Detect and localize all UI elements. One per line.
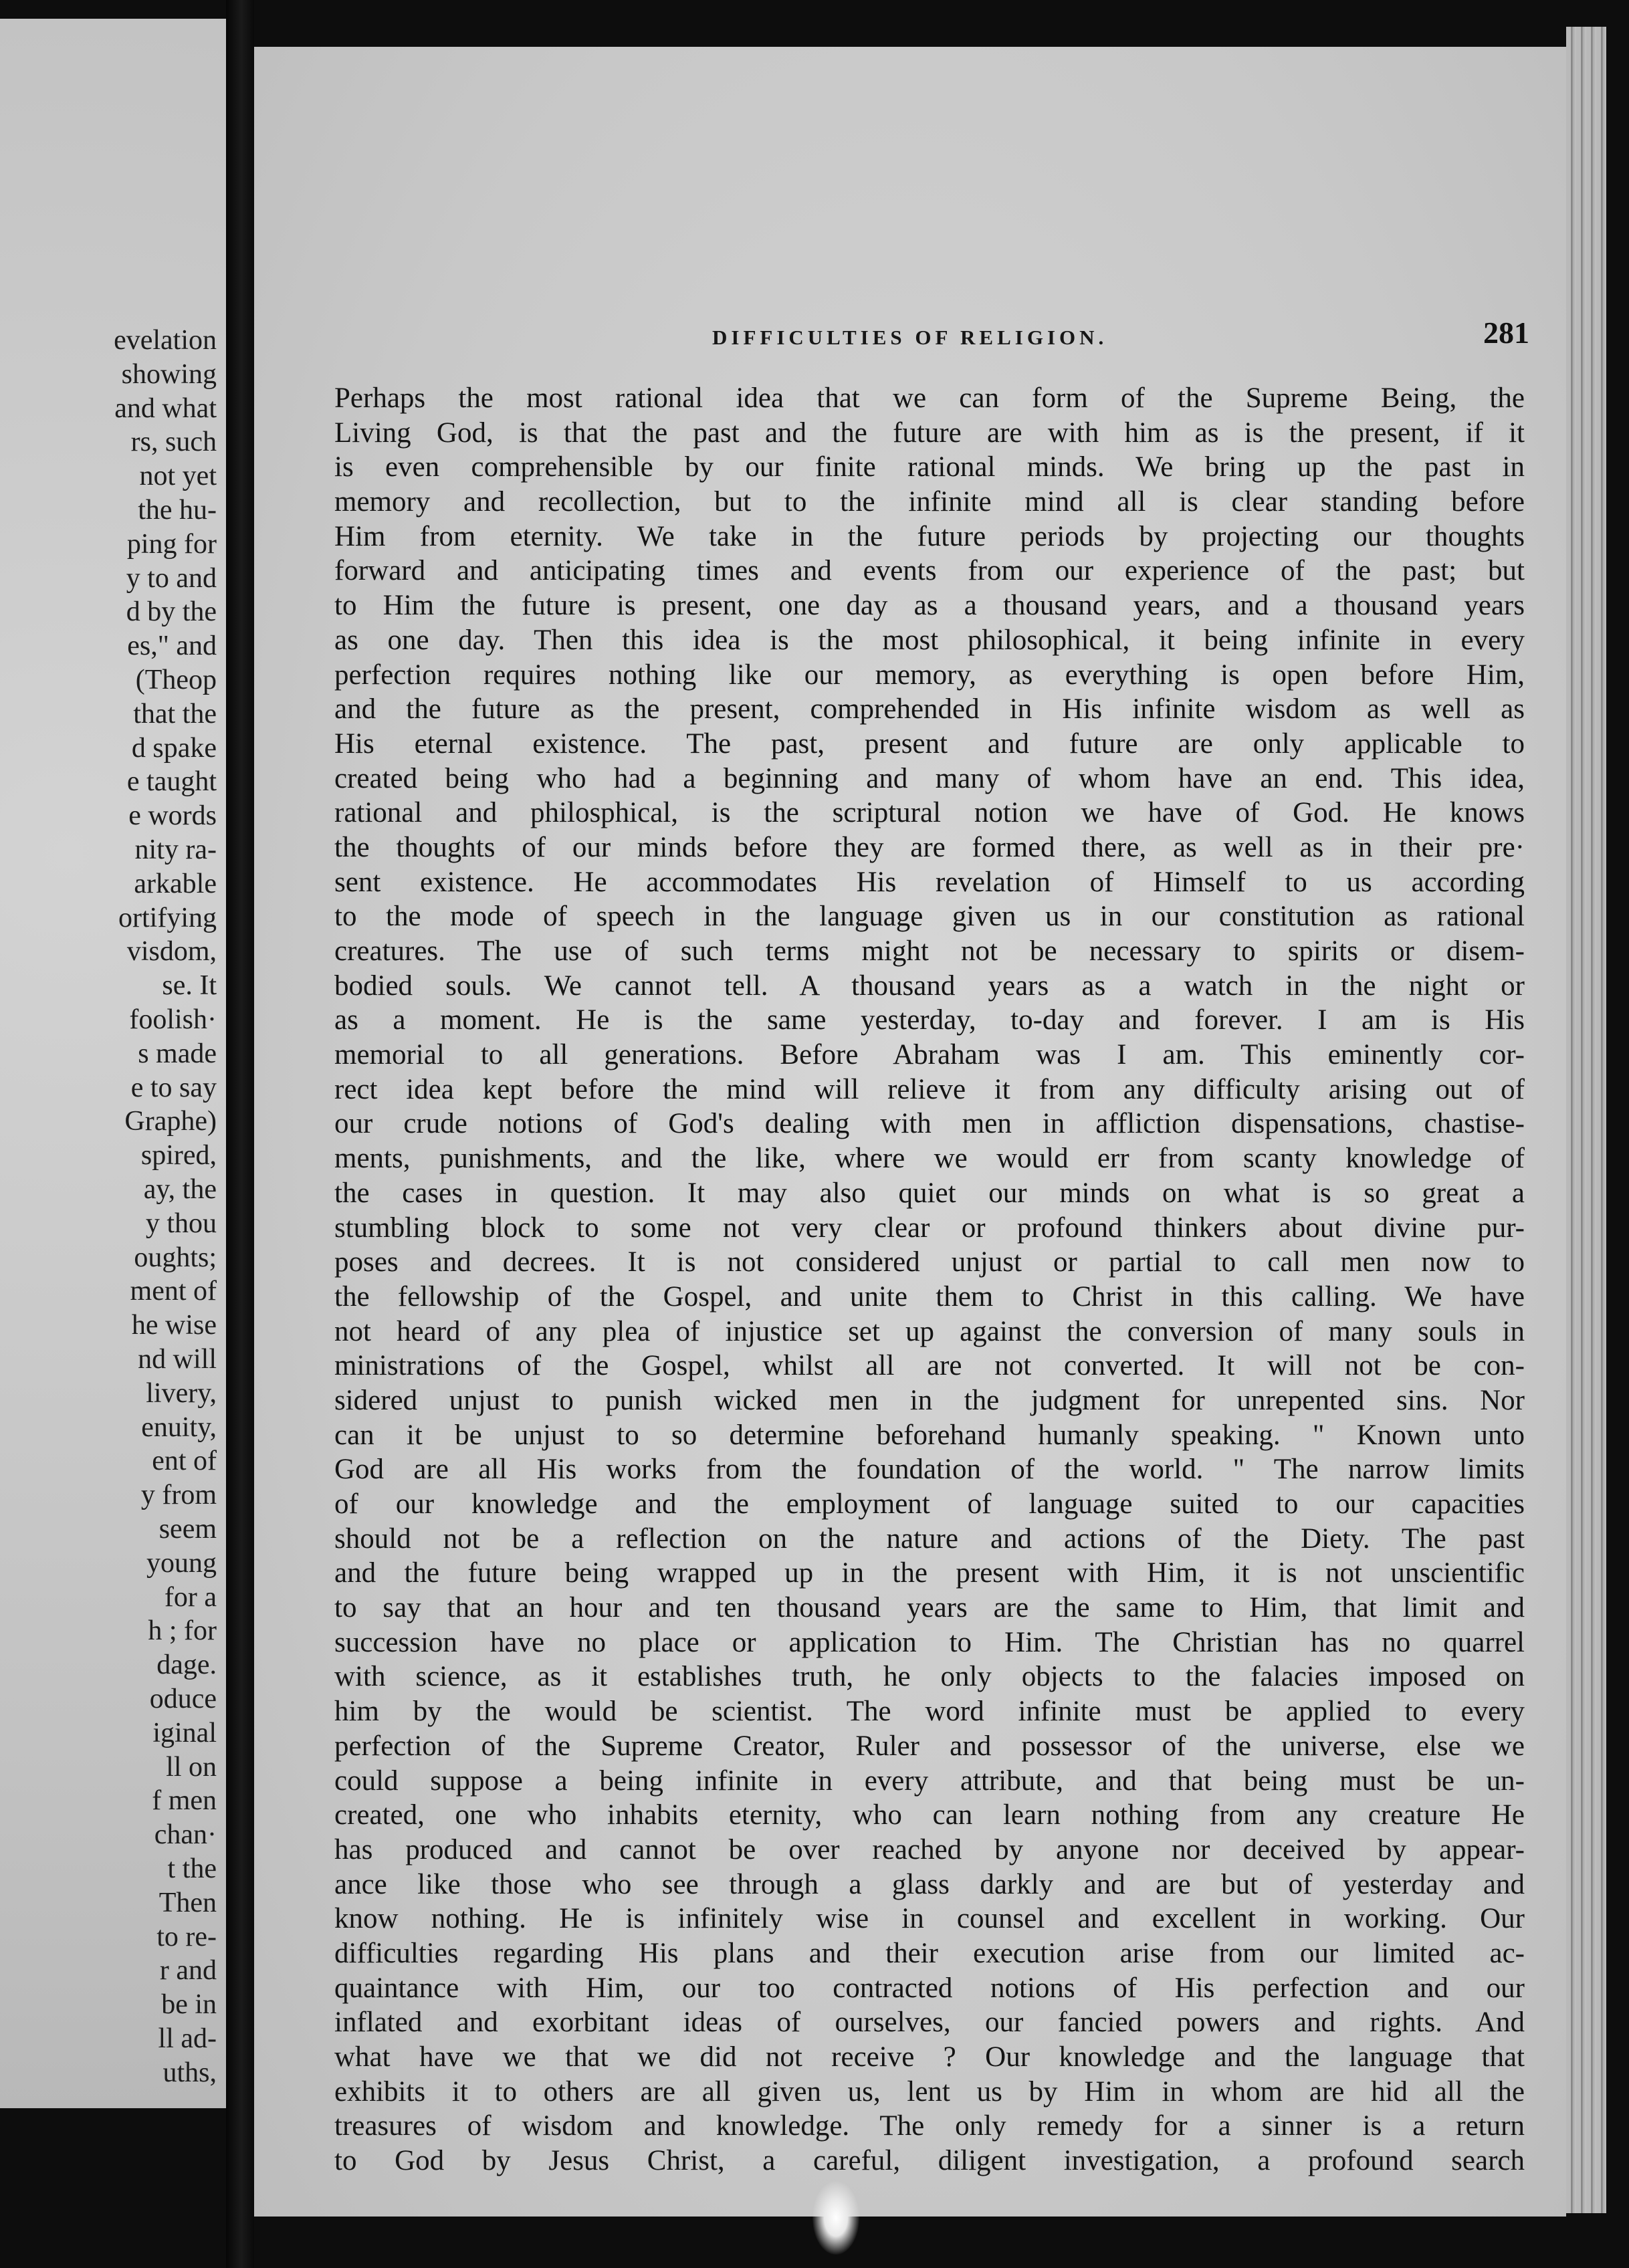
left-page-line: y from	[140, 1480, 217, 1511]
scan-light-smudge	[812, 2181, 859, 2255]
left-page-line: d spake	[131, 732, 217, 764]
left-page-line: Graphe)	[124, 1106, 217, 1137]
body-line: bodied souls. We cannot tell. A thousand years as a watch in the night or	[334, 970, 1525, 1002]
left-page-line: e taught	[126, 766, 217, 798]
left-page-line: e words	[128, 800, 217, 832]
left-page-line: Then	[158, 1887, 217, 1918]
left-page-line: se. It	[162, 970, 217, 1002]
body-line: the cases in question. It may also quiet our minds on what is so great a	[334, 1177, 1525, 1209]
left-page-line: that the	[133, 698, 217, 729]
left-page-line: y to and	[126, 562, 217, 594]
body-line: perfection requires nothing like our memory, as everything is open before Him,	[334, 659, 1525, 691]
body-line: memorial to all generations. Before Abraham was I am. This eminently cor-	[334, 1039, 1525, 1071]
body-line: is even comprehensible by our finite rational minds. We bring up the past in	[334, 451, 1525, 483]
left-page-line: r and	[159, 1955, 217, 1987]
body-line: what have we that we did not receive ? Our knowledge and the language that	[334, 2041, 1525, 2073]
body-line: him by the would be scientist. The word infinite must be applied to every	[334, 1696, 1525, 1728]
body-line: not heard of any plea of injustice set up against the conversion of many souls in	[334, 1315, 1525, 1347]
body-line: and the future being wrapped up in the present with Him, it is not unscientific	[334, 1557, 1525, 1589]
left-page-line: he wise	[131, 1310, 217, 1341]
left-page-line: arkable	[134, 868, 217, 899]
left-page-line: nd will	[138, 1344, 217, 1375]
body-line: inflated and exorbitant ideas of ourselves, our fancied powers and rights. And	[334, 2007, 1525, 2039]
body-line: to say that an hour and ten thousand years are the same to Him, that limit and	[334, 1592, 1525, 1624]
body-line: the thoughts of our minds before they are formed there, as well as in their pre·	[334, 831, 1525, 863]
left-page-line: t the	[167, 1853, 217, 1884]
body-line: with science, as it establishes truth, he only objects to the falacies imposed on	[334, 1661, 1525, 1693]
body-line: Perhaps the most rational idea that we can form of the Supreme Being, the	[334, 382, 1525, 414]
body-line: to Him the future is present, one day as a thousand years, and a thousand years	[334, 590, 1525, 622]
body-line: ministrations of the Gospel, whilst all are not converted. It will not be con-	[334, 1350, 1525, 1382]
body-text	[334, 381, 1525, 2178]
left-page-line: y thou	[145, 1208, 217, 1239]
left-page-line: uths,	[162, 2057, 217, 2088]
body-line: exhibits it to others are all given us, lent us by Him in whom are hid all the	[334, 2075, 1525, 2108]
body-line: sent existence. He accommodates His revelation of Himself to us according	[334, 866, 1525, 898]
body-line: ance like those who see through a glass darkly and are but of yesterday and	[334, 1868, 1525, 1900]
body-line: has produced and cannot be over reached by anyone nor deceived by appear-	[334, 1833, 1525, 1865]
left-page-line: be in	[161, 1989, 217, 2021]
body-line: as one day. Then this idea is the most philosophical, it being infinite in every	[334, 624, 1525, 656]
body-line: know nothing. He is infinitely wise in counsel and excellent in working. Our	[334, 1903, 1525, 1935]
body-line: quaintance with Him, our too contracted notions of His perfection and our	[334, 1972, 1525, 2004]
left-page-line: not yet	[139, 461, 217, 492]
left-page-line: d by the	[126, 596, 217, 628]
left-page-line: ll ad-	[158, 2023, 217, 2054]
book-gutter	[226, 0, 254, 2268]
body-line: sidered unjust to punish wicked men in the judgment for unrepented sins. Nor	[334, 1384, 1525, 1416]
left-page-line: ortifying	[118, 902, 217, 933]
left-page-line: dage.	[156, 1650, 217, 1681]
body-line: creatures. The use of such terms might not be necessary to spirits or disem-	[334, 935, 1525, 967]
body-line: stumbling block to some not very clear or profound thinkers about divine pur-	[334, 1212, 1525, 1244]
left-page-line: livery,	[146, 1377, 217, 1409]
body-line: succession have no place or application to Him. The Christian has no quarrel	[334, 1626, 1525, 1658]
left-page-line: enuity,	[141, 1411, 217, 1443]
left-page-line: for a	[164, 1581, 217, 1613]
left-page-line: ping for	[126, 528, 217, 560]
left-page-line: s made	[138, 1038, 217, 1069]
body-line: the fellowship of the Gospel, and unite them to Christ in this calling. We have	[334, 1280, 1525, 1313]
body-line: created, one who inhabits eternity, who can learn nothing from any creature He	[334, 1799, 1525, 1831]
left-page-line: es," and	[127, 631, 217, 662]
left-page-line: nity ra-	[134, 834, 217, 865]
body-line: Living God, is that the past and the future are with him as is the present, if it	[334, 417, 1525, 449]
body-line: could suppose a being infinite in every attribute, and that being must be un-	[334, 1765, 1525, 1797]
left-page-line: the hu-	[138, 495, 217, 526]
left-page-line: ll on	[166, 1751, 217, 1783]
body-line: His eternal existence. The past, present and future are only applicable to	[334, 727, 1525, 760]
body-line: perfection of the Supreme Creator, Ruler and possessor of the universe, else we	[334, 1730, 1525, 1762]
body-line: to the mode of speech in the language given us in our constitution as rational	[334, 901, 1525, 933]
left-page-line: foolish·	[129, 1004, 217, 1035]
body-line: as a moment. He is the same yesterday, to-day and forever. I am is His	[334, 1004, 1525, 1036]
left-page-line: and what	[114, 392, 217, 424]
body-line: forward and anticipating times and events from our experience of the past; but	[334, 555, 1525, 587]
body-line: can it be unjust to so determine beforehand humanly speaking. " Known unto	[334, 1419, 1525, 1451]
left-page-line: to re-	[156, 1921, 217, 1952]
left-page-line: e to say	[130, 1072, 217, 1103]
running-header-title: DIFFICULTIES OF RELIGION.	[712, 326, 1108, 349]
left-page-line: iginal	[152, 1717, 217, 1748]
left-page-line: visdom,	[126, 936, 217, 968]
left-page-line: spired,	[140, 1140, 217, 1171]
left-page-line: seem	[158, 1514, 217, 1545]
running-header	[254, 311, 1566, 364]
body-line: rect idea kept before the mind will relieve it from any difficulty arising out of	[334, 1073, 1525, 1105]
left-page-line: ay, the	[143, 1174, 217, 1205]
page-number: 281	[1483, 316, 1529, 350]
right-page	[254, 47, 1566, 2217]
left-page-line: ment of	[130, 1276, 217, 1307]
left-page-line: f men	[152, 1785, 217, 1817]
left-page-line: evelation	[114, 325, 217, 356]
left-page-line: oughts;	[134, 1242, 217, 1273]
left-page-line: h ; for	[148, 1615, 217, 1647]
body-line: Him from eternity. We take in the future periods by projecting our thoughts	[334, 520, 1525, 552]
left-page-line: (Theop	[135, 665, 217, 695]
body-line: treasures of wisdom and knowledge. The only remedy for a sinner is a return	[334, 2110, 1525, 2142]
body-line: created being who had a beginning and many of whom have an end. This idea,	[334, 762, 1525, 794]
body-line: to God by Jesus Christ, a careful, diligent investigation, a profound search	[334, 2145, 1525, 2177]
body-line: and the future as the present, comprehended in His infinite wisdom as well as	[334, 693, 1525, 725]
body-line: our crude notions of God's dealing with men in affliction dispensations, chastise-	[334, 1108, 1525, 1140]
left-page-line: showing	[121, 358, 217, 390]
left-page-line: chan·	[154, 1819, 217, 1851]
body-line: memory and recollection, but to the infinite mind all is clear standing before	[334, 486, 1525, 518]
left-page-line: young	[146, 1547, 217, 1579]
left-page-line: oduce	[149, 1684, 217, 1714]
page-edges	[1566, 27, 1606, 2213]
body-line: of our knowledge and the employment of language suited to our capacities	[334, 1488, 1525, 1520]
body-line: ments, punishments, and the like, where we would err from scanty knowledge of	[334, 1143, 1525, 1175]
body-line: should not be a reflection on the nature and actions of the Diety. The past	[334, 1522, 1525, 1555]
left-facing-page	[0, 19, 226, 2108]
body-line: God are all His works from the foundation of the world. " The narrow limits	[334, 1454, 1525, 1486]
body-line: difficulties regarding His plans and their execution arise from our limited ac-	[334, 1937, 1525, 1969]
body-line: rational and philosphical, is the scriptural notion we have of God. He knows	[334, 797, 1525, 829]
body-line: poses and decrees. It is not considered unjust or partial to call men now to	[334, 1246, 1525, 1278]
left-page-line: ent of	[152, 1446, 217, 1477]
left-page-line: rs, such	[130, 427, 217, 458]
